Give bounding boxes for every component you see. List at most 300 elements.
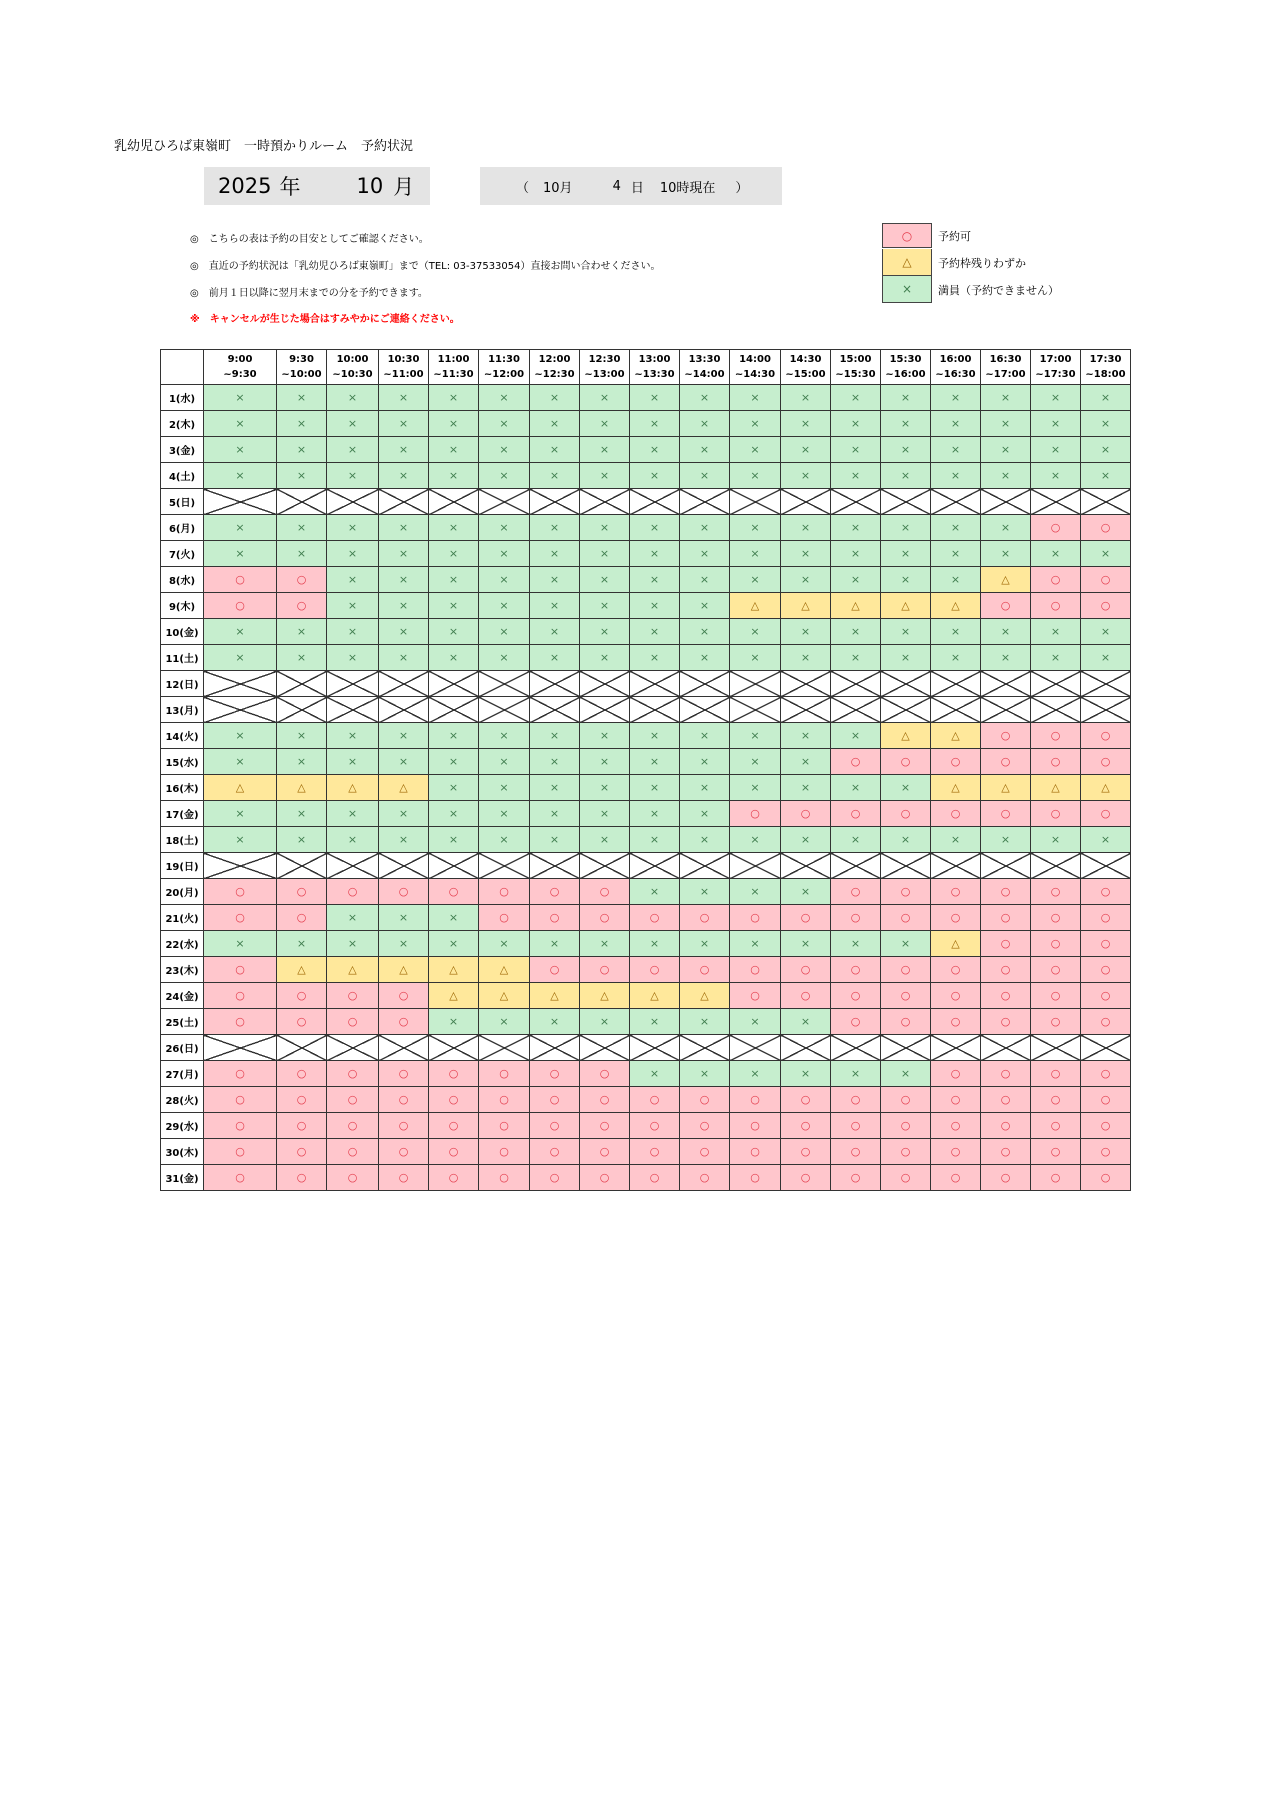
slot-status: ○: [327, 1061, 379, 1087]
closed-cell: [327, 489, 379, 515]
slot-status: ×: [429, 385, 479, 411]
slot-status: ×: [327, 619, 379, 645]
slot-status: ×: [881, 385, 931, 411]
slot-status: ○: [680, 1113, 730, 1139]
slot-status: ×: [1081, 463, 1131, 489]
closed-cell: [277, 853, 327, 879]
slot-status: ×: [630, 437, 680, 463]
slot-status: ×: [479, 827, 530, 853]
table-row: [161, 853, 1131, 879]
slot-status: ○: [931, 957, 981, 983]
table-row: [161, 437, 1131, 463]
slot-status: ○: [630, 1087, 680, 1113]
slot-status: ○: [881, 801, 931, 827]
slot-status: ○: [204, 905, 277, 931]
slot-status: ×: [630, 463, 680, 489]
closed-cell: [730, 853, 781, 879]
slot-status: ×: [277, 437, 327, 463]
slot-status: ×: [277, 619, 327, 645]
as-of-day-label: 日: [630, 180, 644, 196]
time-slot-start: 16:00: [939, 354, 972, 365]
time-slot-end: ~11:30: [433, 369, 474, 380]
closed-cell: [981, 853, 1031, 879]
slot-status: △: [931, 775, 981, 801]
slot-status: ×: [630, 749, 680, 775]
slot-status: ○: [931, 879, 981, 905]
slot-status: ×: [277, 827, 327, 853]
table-row: [161, 931, 1131, 957]
closed-cell: [530, 671, 580, 697]
slot-status: ○: [931, 1139, 981, 1165]
slot-status: ×: [781, 645, 831, 671]
slot-status: ×: [429, 593, 479, 619]
day-label: 10(金): [161, 619, 204, 645]
slot-status: ○: [277, 905, 327, 931]
time-slot-header: [931, 350, 981, 385]
slot-status: ×: [479, 567, 530, 593]
slot-status: ×: [429, 931, 479, 957]
closed-cell: [1031, 489, 1081, 515]
closed-cell: [831, 697, 881, 723]
closed-cell: [931, 697, 981, 723]
slot-status: ×: [680, 749, 730, 775]
time-slot-start: 10:00: [336, 354, 369, 365]
table-row: [161, 1009, 1131, 1035]
slot-status: △: [630, 983, 680, 1009]
slot-status: ○: [429, 879, 479, 905]
slot-status: ×: [630, 567, 680, 593]
slot-status: ○: [881, 905, 931, 931]
slot-status: ○: [981, 1087, 1031, 1113]
closed-cell: [931, 671, 981, 697]
slot-status: ×: [981, 541, 1031, 567]
closed-cell: [580, 489, 630, 515]
slot-status: ×: [277, 385, 327, 411]
time-slot-start: 9:30: [289, 354, 314, 365]
slot-status: ×: [327, 463, 379, 489]
slot-status: ×: [680, 437, 730, 463]
table-row: [161, 1061, 1131, 1087]
table-row: [161, 749, 1131, 775]
closed-cell: [881, 671, 931, 697]
slot-status: ○: [1031, 983, 1081, 1009]
closed-cell: [204, 697, 277, 723]
slot-status: ×: [680, 541, 730, 567]
slot-status: ○: [831, 1139, 881, 1165]
day-label: 5(日): [161, 489, 204, 515]
slot-status: ×: [530, 645, 580, 671]
slot-status: ○: [831, 1165, 881, 1191]
slot-status: ○: [379, 879, 429, 905]
slot-status: ○: [1081, 801, 1131, 827]
closed-cell: [931, 853, 981, 879]
slot-status: ×: [204, 385, 277, 411]
slot-status: ×: [1081, 827, 1131, 853]
slot-status: ×: [680, 1009, 730, 1035]
slot-status: ○: [931, 1113, 981, 1139]
slot-status: ×: [981, 437, 1031, 463]
day-label: 3(金): [161, 437, 204, 463]
slot-status: ×: [429, 749, 479, 775]
time-slot-end: ~12:00: [483, 369, 525, 380]
time-slot-start: 16:30: [989, 354, 1022, 365]
closed-cell: [881, 853, 931, 879]
slot-status: ○: [730, 905, 781, 931]
time-slot-header: [730, 350, 781, 385]
slot-status: ×: [630, 723, 680, 749]
slot-status: ×: [204, 541, 277, 567]
slot-status: △: [981, 567, 1031, 593]
day-label: 24(金): [161, 983, 204, 1009]
slot-status: ×: [781, 1061, 831, 1087]
slot-status: ×: [530, 723, 580, 749]
slot-status: ×: [730, 515, 781, 541]
closed-cell: [1081, 489, 1131, 515]
slot-status: △: [379, 957, 429, 983]
slot-status: ○: [379, 1139, 429, 1165]
closed-cell: [1081, 671, 1131, 697]
slot-status: ○: [831, 879, 881, 905]
slot-status: ×: [680, 593, 730, 619]
note-2: ◎ 直近の予約状況は「乳幼児ひろば東嶺町」まで（TEL: 03-37533054）直接お問い合わせください。: [190, 261, 661, 272]
closed-cell: [680, 1035, 730, 1061]
table-row: [161, 515, 1131, 541]
closed-cell: [429, 853, 479, 879]
slot-status: ×: [479, 541, 530, 567]
table-row: [161, 827, 1131, 853]
slot-status: ×: [479, 515, 530, 541]
slot-status: ×: [831, 619, 881, 645]
slot-status: ×: [479, 463, 530, 489]
slot-status: ○: [1081, 593, 1131, 619]
slot-status: ○: [831, 801, 881, 827]
slot-status: ×: [429, 437, 479, 463]
day-label: 23(木): [161, 957, 204, 983]
closed-cell: [479, 1035, 530, 1061]
slot-status: ×: [881, 1061, 931, 1087]
slot-status: ×: [327, 905, 379, 931]
closed-cell: [379, 489, 429, 515]
slot-status: ×: [580, 593, 630, 619]
slot-status: ×: [931, 567, 981, 593]
legend-label-few-left: 予約枠残りわずか: [938, 256, 1026, 270]
time-slot-start: 10:30: [387, 354, 420, 365]
table-row: [161, 1035, 1131, 1061]
slot-status: ×: [680, 879, 730, 905]
slot-status: ○: [277, 1087, 327, 1113]
slot-status: ×: [204, 411, 277, 437]
slot-status: ×: [1081, 619, 1131, 645]
day-label: 1(水): [161, 385, 204, 411]
slot-status: ○: [479, 905, 530, 931]
slot-status: ×: [981, 385, 1031, 411]
slot-status: ○: [429, 1139, 479, 1165]
slot-status: △: [881, 593, 931, 619]
closed-cell: [680, 697, 730, 723]
day-label: 13(月): [161, 697, 204, 723]
day-label: 9(木): [161, 593, 204, 619]
slot-status: ○: [429, 1061, 479, 1087]
table-row: [161, 619, 1131, 645]
day-label: 11(土): [161, 645, 204, 671]
slot-status: ×: [379, 515, 429, 541]
slot-status: ○: [1031, 1113, 1081, 1139]
slot-status: △: [881, 723, 931, 749]
slot-status: ×: [881, 645, 931, 671]
slot-status: ×: [204, 437, 277, 463]
slot-status: ○: [881, 1139, 931, 1165]
reservation-table: [160, 349, 1131, 1191]
slot-status: ○: [1081, 957, 1131, 983]
slot-status: ×: [981, 515, 1031, 541]
table-row: [161, 775, 1131, 801]
time-slot-end: ~15:00: [785, 369, 826, 380]
slot-status: ○: [981, 879, 1031, 905]
slot-status: ×: [730, 385, 781, 411]
slot-status: △: [1081, 775, 1131, 801]
slot-status: ×: [781, 827, 831, 853]
table-row: [161, 385, 1131, 411]
slot-status: ×: [981, 827, 1031, 853]
slot-status: ×: [680, 931, 730, 957]
legend-swatch-full: ×: [882, 276, 932, 303]
slot-status: ○: [781, 905, 831, 931]
time-slot-header: [881, 350, 931, 385]
slot-status: ○: [981, 593, 1031, 619]
slot-status: ×: [429, 775, 479, 801]
slot-status: ○: [1081, 983, 1131, 1009]
slot-status: ×: [327, 931, 379, 957]
slot-status: ○: [479, 879, 530, 905]
slot-status: ○: [931, 1009, 981, 1035]
time-slot-end: ~18:00: [1085, 369, 1126, 380]
slot-status: ×: [931, 385, 981, 411]
slot-status: ×: [730, 1061, 781, 1087]
slot-status: ×: [204, 801, 277, 827]
closed-cell: [881, 697, 931, 723]
slot-status: △: [580, 983, 630, 1009]
closed-cell: [327, 671, 379, 697]
slot-status: ×: [1031, 645, 1081, 671]
slot-status: ×: [1031, 619, 1081, 645]
time-slot-end: ~10:00: [281, 369, 322, 380]
slot-status: △: [429, 957, 479, 983]
slot-status: ×: [580, 645, 630, 671]
time-slot-start: 12:30: [588, 354, 621, 365]
slot-status: ○: [730, 1165, 781, 1191]
slot-status: ×: [630, 801, 680, 827]
legend-swatch-few-left: △: [882, 249, 932, 276]
slot-status: ×: [831, 1061, 881, 1087]
table-row: [161, 1113, 1131, 1139]
slot-status: ○: [931, 905, 981, 931]
time-slot-end: ~16:00: [885, 369, 926, 380]
slot-status: ×: [530, 567, 580, 593]
slot-status: ×: [580, 1009, 630, 1035]
slot-status: ×: [881, 567, 931, 593]
time-slot-end: ~17:30: [1035, 369, 1076, 380]
closed-cell: [580, 853, 630, 879]
table-row: [161, 1165, 1131, 1191]
slot-status: ×: [580, 515, 630, 541]
slot-status: ○: [881, 957, 931, 983]
slot-status: ×: [931, 619, 981, 645]
slot-status: △: [204, 775, 277, 801]
table-row: [161, 541, 1131, 567]
slot-status: ×: [327, 801, 379, 827]
table-row: [161, 723, 1131, 749]
slot-status: ×: [479, 645, 530, 671]
slot-status: △: [479, 983, 530, 1009]
slot-status: ×: [277, 411, 327, 437]
legend-item-few-left: [882, 249, 1059, 276]
slot-status: ○: [730, 1087, 781, 1113]
slot-status: ○: [630, 1139, 680, 1165]
slot-status: ×: [327, 645, 379, 671]
slot-status: ×: [479, 775, 530, 801]
slot-status: ×: [429, 801, 479, 827]
slot-status: ×: [429, 463, 479, 489]
slot-status: ×: [680, 385, 730, 411]
slot-status: ×: [730, 567, 781, 593]
slot-status: ○: [730, 983, 781, 1009]
slot-status: ×: [479, 385, 530, 411]
legend: [882, 222, 1059, 303]
slot-status: ○: [1031, 905, 1081, 931]
closed-cell: [277, 697, 327, 723]
closed-cell: [530, 853, 580, 879]
slot-status: ○: [277, 1061, 327, 1087]
time-slot-end: ~13:30: [634, 369, 675, 380]
slot-status: ○: [379, 1009, 429, 1035]
slot-status: ×: [680, 775, 730, 801]
closed-cell: [1081, 697, 1131, 723]
slot-status: ○: [530, 1113, 580, 1139]
closed-cell: [781, 1035, 831, 1061]
slot-status: ×: [931, 411, 981, 437]
slot-status: ×: [379, 619, 429, 645]
slot-status: ○: [1081, 1061, 1131, 1087]
slot-status: ○: [1031, 749, 1081, 775]
slot-status: ○: [1031, 1009, 1081, 1035]
slot-status: ○: [429, 1113, 479, 1139]
closed-cell: [327, 697, 379, 723]
slot-status: ×: [479, 931, 530, 957]
day-label: 2(木): [161, 411, 204, 437]
slot-status: ×: [781, 775, 831, 801]
day-label: 7(火): [161, 541, 204, 567]
day-label: 28(火): [161, 1087, 204, 1113]
slot-status: ×: [981, 645, 1031, 671]
slot-status: ×: [327, 541, 379, 567]
day-label: 22(水): [161, 931, 204, 957]
closed-cell: [680, 489, 730, 515]
slot-status: ○: [1031, 879, 1081, 905]
slot-status: ×: [730, 619, 781, 645]
slot-status: ×: [831, 515, 881, 541]
slot-status: ○: [981, 723, 1031, 749]
slot-status: ○: [479, 1061, 530, 1087]
slot-status: △: [327, 957, 379, 983]
closed-cell: [530, 1035, 580, 1061]
slot-status: ×: [680, 411, 730, 437]
slot-status: ×: [730, 827, 781, 853]
slot-status: ○: [1031, 723, 1081, 749]
table-row: [161, 697, 1131, 723]
slot-status: ○: [680, 905, 730, 931]
day-label: 12(日): [161, 671, 204, 697]
reservation-body: [161, 385, 1131, 1191]
slot-status: ○: [1081, 1087, 1131, 1113]
closed-cell: [204, 853, 277, 879]
closed-cell: [730, 697, 781, 723]
slot-status: ○: [204, 1113, 277, 1139]
slot-status: ○: [781, 1113, 831, 1139]
slot-status: ×: [580, 437, 630, 463]
slot-status: ○: [881, 749, 931, 775]
slot-status: ×: [831, 463, 881, 489]
slot-status: ×: [630, 515, 680, 541]
slot-status: ×: [781, 515, 831, 541]
slot-status: ×: [429, 515, 479, 541]
slot-status: ×: [580, 385, 630, 411]
slot-status: △: [680, 983, 730, 1009]
closed-cell: [1031, 853, 1081, 879]
table-row: [161, 463, 1131, 489]
slot-status: ×: [730, 723, 781, 749]
slot-status: ○: [327, 1087, 379, 1113]
day-label: 25(土): [161, 1009, 204, 1035]
slot-status: ×: [881, 541, 931, 567]
closed-cell: [580, 1035, 630, 1061]
slot-status: ○: [1081, 905, 1131, 931]
slot-status: ×: [781, 463, 831, 489]
closed-cell: [204, 1035, 277, 1061]
time-slot-start: 15:30: [889, 354, 922, 365]
slot-status: ○: [327, 1165, 379, 1191]
slot-status: ×: [831, 411, 881, 437]
slot-status: ○: [931, 801, 981, 827]
closed-cell: [1081, 853, 1131, 879]
slot-status: ×: [327, 723, 379, 749]
slot-status: ×: [530, 931, 580, 957]
closed-cell: [327, 1035, 379, 1061]
time-slot-start: 13:00: [638, 354, 671, 365]
slot-status: ×: [781, 749, 831, 775]
closed-cell: [881, 489, 931, 515]
slot-status: ×: [530, 541, 580, 567]
slot-status: ×: [931, 541, 981, 567]
slot-status: ×: [277, 463, 327, 489]
slot-status: △: [1031, 775, 1081, 801]
legend-swatch-available: ○: [882, 223, 932, 248]
table-row: [161, 801, 1131, 827]
slot-status: ×: [429, 411, 479, 437]
time-slot-start: 15:00: [839, 354, 872, 365]
closed-cell: [831, 671, 881, 697]
slot-status: ○: [831, 983, 881, 1009]
slot-status: ×: [831, 723, 881, 749]
table-row: [161, 593, 1131, 619]
slot-status: ×: [680, 1061, 730, 1087]
closed-cell: [981, 1035, 1031, 1061]
slot-status: ×: [831, 645, 881, 671]
slot-status: ×: [204, 723, 277, 749]
slot-status: ○: [580, 1165, 630, 1191]
slot-status: ×: [479, 801, 530, 827]
day-label: 15(水): [161, 749, 204, 775]
closed-cell: [1031, 671, 1081, 697]
